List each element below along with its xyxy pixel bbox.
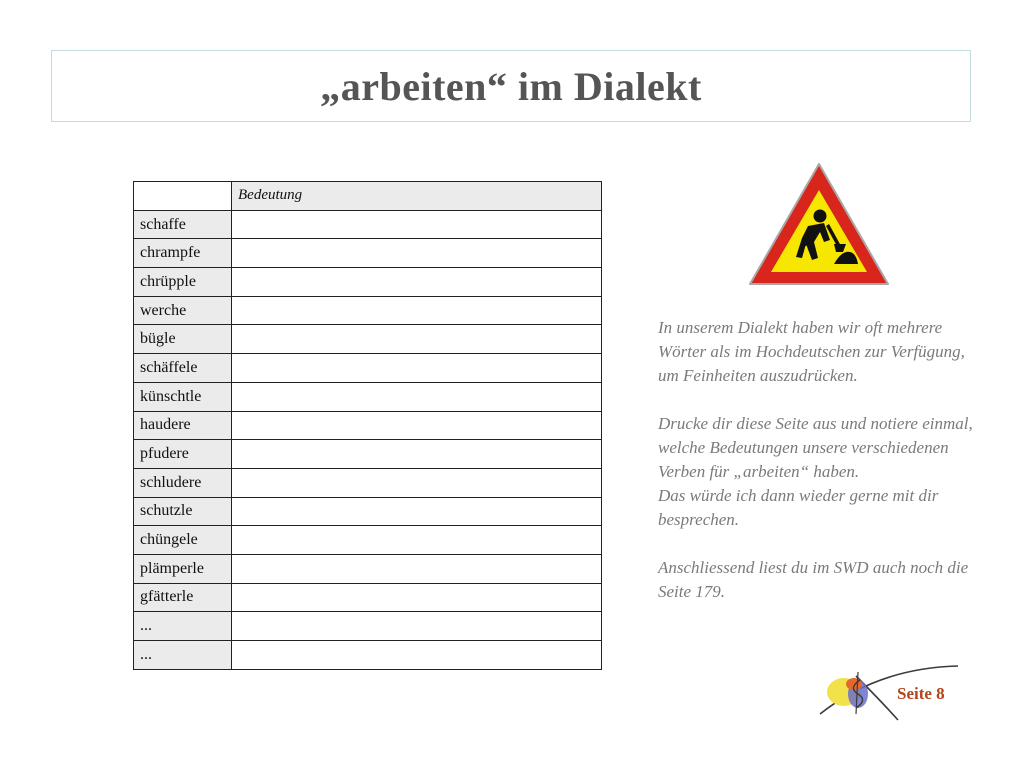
dialect-word-cell: ... [134, 641, 232, 670]
table-row [134, 268, 602, 297]
instruction-paragraph: Drucke dir diese Seite aus und notiere einmal, welche Bedeutungen unsere verschiedenen Verben für „arbeiten“ haben. [658, 414, 973, 481]
header-cell-meaning: Bedeutung [232, 182, 602, 211]
dialect-word-cell: schaffe [134, 210, 232, 239]
dialect-word-cell: künschtle [134, 382, 232, 411]
dialect-word-cell: bügle [134, 325, 232, 354]
page-title: „arbeiten“ im Dialekt [320, 63, 702, 109]
dialect-word-cell: ... [134, 612, 232, 641]
table-row [134, 440, 602, 469]
table-row [134, 526, 602, 555]
dialect-word-cell: haudere [134, 411, 232, 440]
meaning-cell[interactable] [232, 583, 602, 612]
meaning-cell[interactable] [232, 554, 602, 583]
meaning-cell[interactable] [232, 612, 602, 641]
meaning-cell[interactable] [232, 468, 602, 497]
table-row [134, 382, 602, 411]
title-box [51, 50, 971, 122]
dialect-word-cell: chrampfe [134, 239, 232, 268]
meaning-cell[interactable] [232, 354, 602, 383]
meaning-cell[interactable] [232, 210, 602, 239]
table-row [134, 641, 602, 670]
dialect-word-cell: schäffele [134, 354, 232, 383]
header-cell-word [134, 182, 232, 211]
table-row [134, 296, 602, 325]
instruction-text [658, 316, 978, 604]
word-table [133, 181, 602, 670]
page-number: Seite 8 [897, 684, 945, 703]
meaning-cell[interactable] [232, 526, 602, 555]
instruction-paragraph: Anschliessend liest du im SWD auch noch die Seite 179. [658, 558, 969, 601]
dialect-word-cell: plämperle [134, 554, 232, 583]
meaning-cell[interactable] [232, 440, 602, 469]
road-works-warning-sign-icon [746, 160, 892, 288]
table-row [134, 210, 602, 239]
dialect-word-cell: chrüpple [134, 268, 232, 297]
table-row [134, 468, 602, 497]
table-row [134, 583, 602, 612]
dialect-word-cell: chüngele [134, 526, 232, 555]
meaning-cell[interactable] [232, 382, 602, 411]
dialect-word-cell: werche [134, 296, 232, 325]
meaning-cell[interactable] [232, 239, 602, 268]
dialect-word-cell: schludere [134, 468, 232, 497]
table-row [134, 497, 602, 526]
instruction-paragraph: Das würde ich dann wieder gerne mit dir besprechen. [658, 486, 939, 529]
instruction-paragraph: In unserem Dialekt haben wir oft mehrere Wörter als im Hochdeutschen zur Verfügung, um Feinheiten auszudrücken. [658, 318, 965, 385]
meaning-cell[interactable] [232, 497, 602, 526]
meaning-cell[interactable] [232, 296, 602, 325]
table-row [134, 411, 602, 440]
table-row [134, 612, 602, 641]
table-row [134, 239, 602, 268]
table-row [134, 354, 602, 383]
table-row [134, 554, 602, 583]
table-header-row [134, 182, 602, 211]
meaning-cell[interactable] [232, 641, 602, 670]
meaning-cell[interactable] [232, 268, 602, 297]
meaning-cell[interactable] [232, 325, 602, 354]
meaning-cell[interactable] [232, 411, 602, 440]
dialect-word-cell: gfätterle [134, 583, 232, 612]
dialect-word-cell: pfudere [134, 440, 232, 469]
dialect-word-cell: schutzle [134, 497, 232, 526]
table-row [134, 325, 602, 354]
